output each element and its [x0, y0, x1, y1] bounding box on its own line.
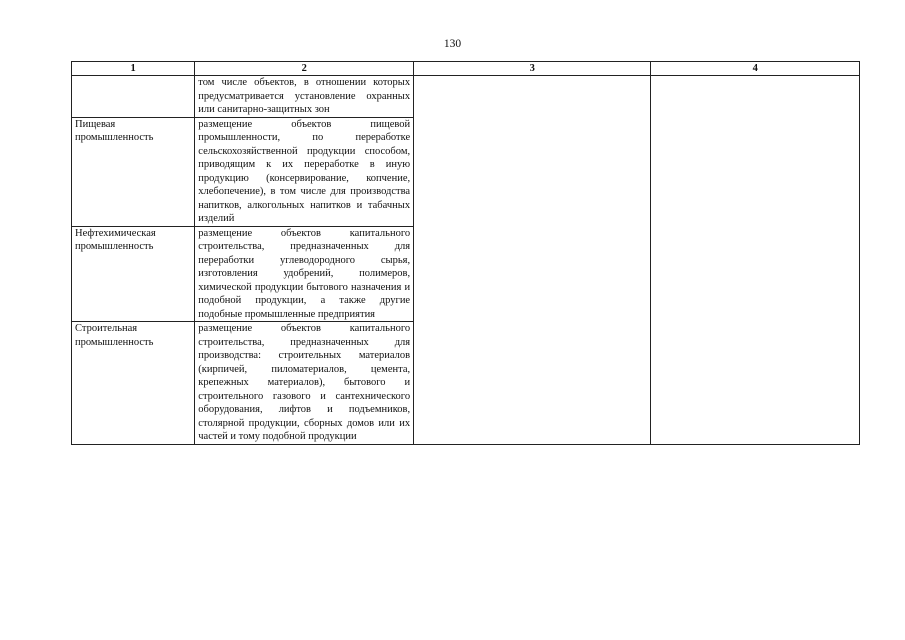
table-header-row	[72, 62, 860, 76]
row-name-cell	[72, 76, 195, 118]
row-description-cell: размещение объектов капитального строительства, предназначенных для переработки углеводородного сырья, изготовления удобрений, полимеров, химической продукции бытового назначения и подобной продукции, а также другие подобные промышленные предприятия	[195, 226, 414, 322]
row-name-cell: Строительная промышленность	[72, 322, 195, 445]
column-header-4: 4	[651, 62, 860, 76]
row-description-cell: размещение объектов капитального строительства, предназначенных для производства: строительных материалов (кирпичей, пиломатериалов, цемента, крепежных материалов), бытового и строительного газового и сантехнического оборудования, лифтов и подъемников, столярной продукции, сборных домов или их частей и тому подобной продукции	[195, 322, 414, 445]
row-description-cell: размещение объектов пищевой промышленности, по переработке сельскохозяйственной продукции способом, приводящим к их переработке в иную продукцию (консервирование, копчение, хлебопечение), в том числе для производства напитков, алкогольных напитков и табачных изделий	[195, 117, 414, 226]
row-name-cell: Нефтехимическая промышленность	[72, 226, 195, 322]
column-3-cell	[414, 76, 651, 445]
classification-table	[71, 61, 860, 445]
row-description-cell: том числе объектов, в отношении которых предусматривается установление охранных или санитарно-защитных зон	[195, 76, 414, 118]
table-row	[72, 76, 860, 118]
column-header-2: 2	[195, 62, 414, 76]
column-header-1: 1	[72, 62, 195, 76]
column-header-3: 3	[414, 62, 651, 76]
row-name-cell: Пищевая промышленность	[72, 117, 195, 226]
column-4-cell	[651, 76, 860, 445]
page-number: 130	[443, 38, 462, 50]
